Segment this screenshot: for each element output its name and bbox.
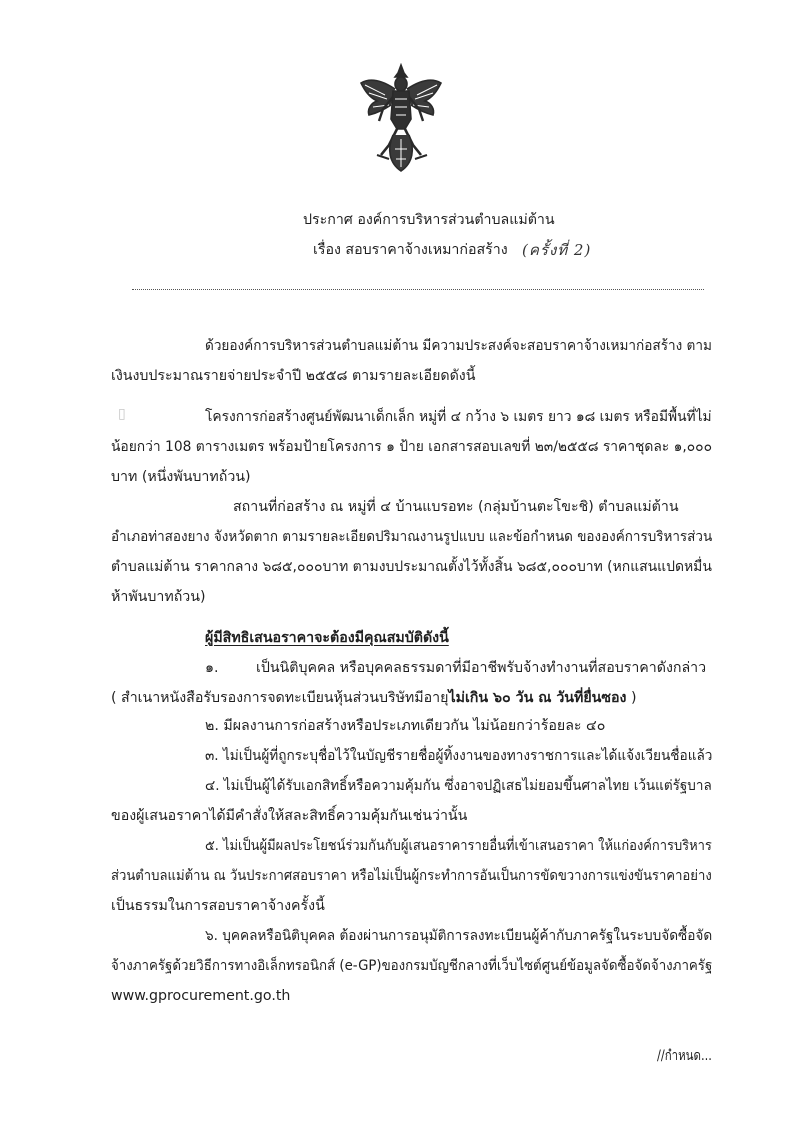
scan-smudge: ▯ <box>118 406 126 422</box>
location-line-4: ห้าพันบาทถ้วน) <box>111 589 206 605</box>
garuda-emblem-icon <box>355 63 447 175</box>
continuation-marker: //กำหนด... <box>657 1048 712 1064</box>
qualification-1-number: ๑. <box>205 660 219 676</box>
project-line-3: บาท (หนึ่งพันบาทถ้วน) <box>111 469 251 485</box>
qualification-5-line-3: เป็นธรรมในการสอบราคาจ้างครั้งนี้ <box>111 898 325 914</box>
qualification-4-line-1: ๔. ไม่เป็นผู้ได้รับเอกสิทธิ์หรือความคุ้มกัน ซึ่งอาจปฏิเสธไม่ยอมขึ้นศาลไทย เว้นแต่รัฐบาล <box>205 778 712 794</box>
handwritten-note: (ครั้งที่ 2) <box>522 241 592 259</box>
qualification-1-line-2-text: ( สำเนาหนังสือรับรองการจดทะเบียนหุ้นส่วนบริษัทมีอายุ <box>111 690 449 706</box>
qualification-6-website: www.gprocurement.go.th <box>111 988 291 1004</box>
location-line-3: ตำบลแม่ต้าน ราคากลาง ๖๘๕,๐๐๐บาท ตามงบประมาณตั้งไว้ทั้งสิ้น ๖๘๕,๐๐๐บาท (หกแสนแปดหมื่น <box>111 559 712 575</box>
announcer-title: ประกาศ องค์การบริหารส่วนตำบลแม่ต้าน <box>303 212 555 228</box>
qualification-1-line-2 <box>111 688 636 708</box>
intro-line-1: ด้วยองค์การบริหารส่วนตำบลแม่ต้าน มีความประสงค์จะสอบราคาจ้างเหมาก่อสร้าง ตาม <box>205 338 712 354</box>
qualification-5-line-2: ส่วนตำบลแม่ต้าน ณ วันประกาศสอบราคา หรือไม่เป็นผู้กระทำการอันเป็นการขัดขวางการแข่งขันราคาอย่าง <box>111 868 712 884</box>
qualification-6-line-1: ๖. บุคคลหรือนิติบุคคล ต้องผ่านการอนุมัติการลงทะเบียนผู้ค้ากับภาครัฐในระบบจัดซื้อจัด <box>205 928 713 944</box>
qualification-3: ๓. ไม่เป็นผู้ที่ถูกระบุชื่อไว้ในบัญชีรายชื่อผู้ทิ้งงานของทางราชการและได้แจ้งเวียนชื่อแล้ว <box>205 748 713 764</box>
qualification-1-deadline: ไม่เกิน ๖๐ วัน ณ วันที่ยื่นซอง <box>448 690 627 706</box>
qualification-4-line-2: ของผู้เสนอราคาได้มีคำสั่งให้สละสิทธิ์ความคุ้มกันเช่นว่านั้น <box>111 808 468 824</box>
location-line-2: อำเภอท่าสองยาง จังหวัดตาก ตามรายละเอียดปริมาณงานรูปแบบ และข้อกำหนด ขององค์การบริหารส่วน <box>111 529 713 545</box>
project-line-2: น้อยกว่า 108 ตารางเมตร พร้อมป้ายโครงการ ๑ ป้าย เอกสารสอบเลขที่ ๒๓/๒๕๕๘ ราคาชุดละ ๑,๐๐๐ <box>111 439 713 455</box>
qualifications-heading: ผู้มีสิทธิเสนอราคาจะต้องมีคุณสมบัติดังนี้ <box>205 630 449 646</box>
location-line-1: สถานที่ก่อสร้าง ณ หมู่ที่ ๔ บ้านแบรอทะ (กลุ่มบ้านตะโขะชิ) ตำบลแม่ต้าน <box>233 499 679 515</box>
qualification-1-line-2-close: ) <box>626 690 637 706</box>
qualification-2: ๒. มีผลงานการก่อสร้างหรือประเภทเดียวกัน ไม่น้อยกว่าร้อยละ ๔๐ <box>205 718 606 734</box>
qualification-5-line-1: ๕. ไม่เป็นผู้มีผลประโยชน์ร่วมกันกับผู้เสนอราคารายอื่นที่เข้าเสนอราคา ให้แก่องค์การบริหาร <box>205 838 712 854</box>
intro-line-2: เงินงบประมาณรายจ่ายประจำปี ๒๕๕๘ ตามรายละเอียดดังนี้ <box>111 368 476 384</box>
dotted-divider <box>132 289 704 290</box>
subject-line: เรื่อง สอบราคาจ้างเหมาก่อสร้าง <box>313 242 508 258</box>
project-line-1: โครงการก่อสร้างศูนย์พัฒนาเด็กเล็ก หมู่ที่ ๔ กว้าง ๖ เมตร ยาว ๑๘ เมตร หรือมีพื้นที่ไม่ <box>205 409 712 425</box>
qualification-1-line-1: เป็นนิติบุคคล หรือบุคคลธรรมดาที่มีอาชีพรับจ้างทำงานที่สอบราคาดังกล่าว <box>256 660 707 676</box>
qualification-6-line-2: จ้างภาครัฐด้วยวิธีการทางอิเล็กทรอนิกส์ (e-GP)ของกรมบัญชีกลางที่เว็บไซต์ศูนย์ข้อมูลจัดซื้อจัดจ้างภาครัฐ <box>111 958 713 974</box>
